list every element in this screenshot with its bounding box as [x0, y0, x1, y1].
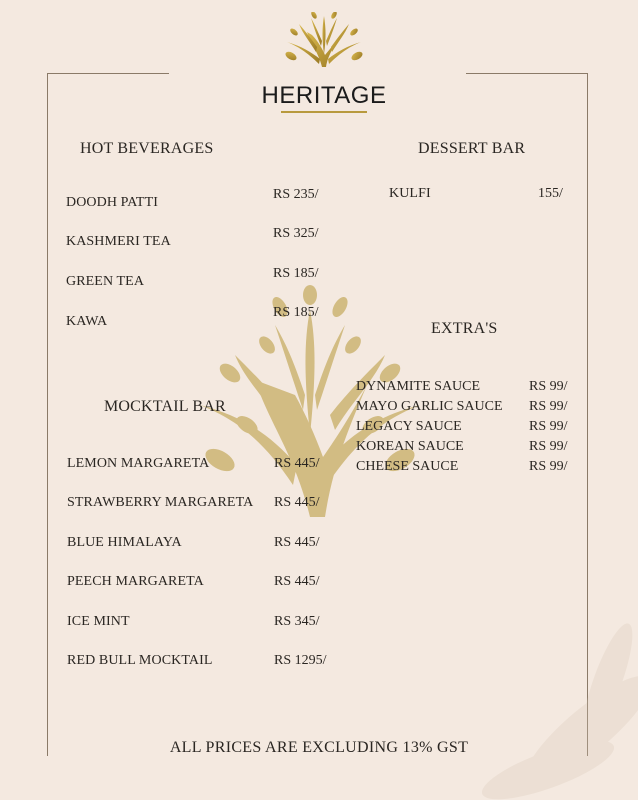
menu-item-name: STRAWBERRY MARGARETA [67, 495, 254, 510]
heritage-logo [259, 12, 389, 116]
extra-item-name: KOREAN SAUCE [356, 439, 464, 454]
menu-item-price: RS 445/ [274, 456, 320, 471]
brand-underline [281, 111, 367, 113]
menu-item-name: KULFI [389, 186, 431, 201]
mocktail-bar-title: MOCKTAIL BAR [104, 398, 226, 415]
extra-item-price: RS 99/ [529, 459, 568, 474]
menu-item-name: LEMON MARGARETA [67, 456, 210, 471]
menu-item-price: RS 345/ [274, 614, 320, 629]
menu-item-price: RS 185/ [273, 266, 319, 281]
menu-item-name: ICE MINT [67, 614, 130, 629]
menu-item-price: RS 445/ [274, 495, 320, 510]
extra-item-price: RS 99/ [529, 439, 568, 454]
menu-item-price: RS 235/ [273, 187, 319, 202]
frame-top-right [466, 73, 588, 74]
menu-item-name: PEECH MARGARETA [67, 574, 204, 589]
menu-item-name: RED BULL MOCKTAIL [67, 653, 213, 668]
menu-item-name: DOODH PATTI [66, 195, 158, 210]
menu-item-price: 155/ [538, 186, 563, 201]
extra-item-price: RS 99/ [529, 419, 568, 434]
tree-logo-icon [281, 12, 367, 68]
hot-beverages-title: HOT BEVERAGES [80, 140, 214, 157]
extras-title: EXTRA'S [431, 320, 498, 337]
frame-top-left [47, 73, 169, 74]
decorative-leaf-icon [398, 580, 638, 800]
brand-name: HERITAGE [261, 82, 387, 109]
menu-item-name: GREEN TEA [66, 274, 145, 289]
extra-item-name: LEGACY SAUCE [356, 419, 462, 434]
extra-item-name: DYNAMITE SAUCE [356, 379, 481, 394]
extra-item-name: MAYO GARLIC SAUCE [356, 399, 503, 414]
menu-item-name: KASHMERI TEA [66, 234, 171, 249]
menu-item-name: KAWA [66, 314, 108, 329]
dessert-bar-title: DESSERT BAR [418, 140, 526, 157]
menu-item-price: RS 325/ [273, 226, 319, 241]
gst-note: ALL PRICES ARE EXCLUDING 13% GST [169, 739, 469, 756]
menu-item-price: RS 445/ [274, 574, 320, 589]
menu-item-name: BLUE HIMALAYA [67, 535, 182, 550]
extra-item-price: RS 99/ [529, 399, 568, 414]
extra-item-name: CHEESE SAUCE [356, 459, 459, 474]
menu-item-price: RS 185/ [273, 305, 319, 320]
menu-item-price: RS 445/ [274, 535, 320, 550]
frame-left [47, 73, 48, 756]
extra-item-price: RS 99/ [529, 379, 568, 394]
menu-item-price: RS 1295/ [274, 653, 327, 668]
